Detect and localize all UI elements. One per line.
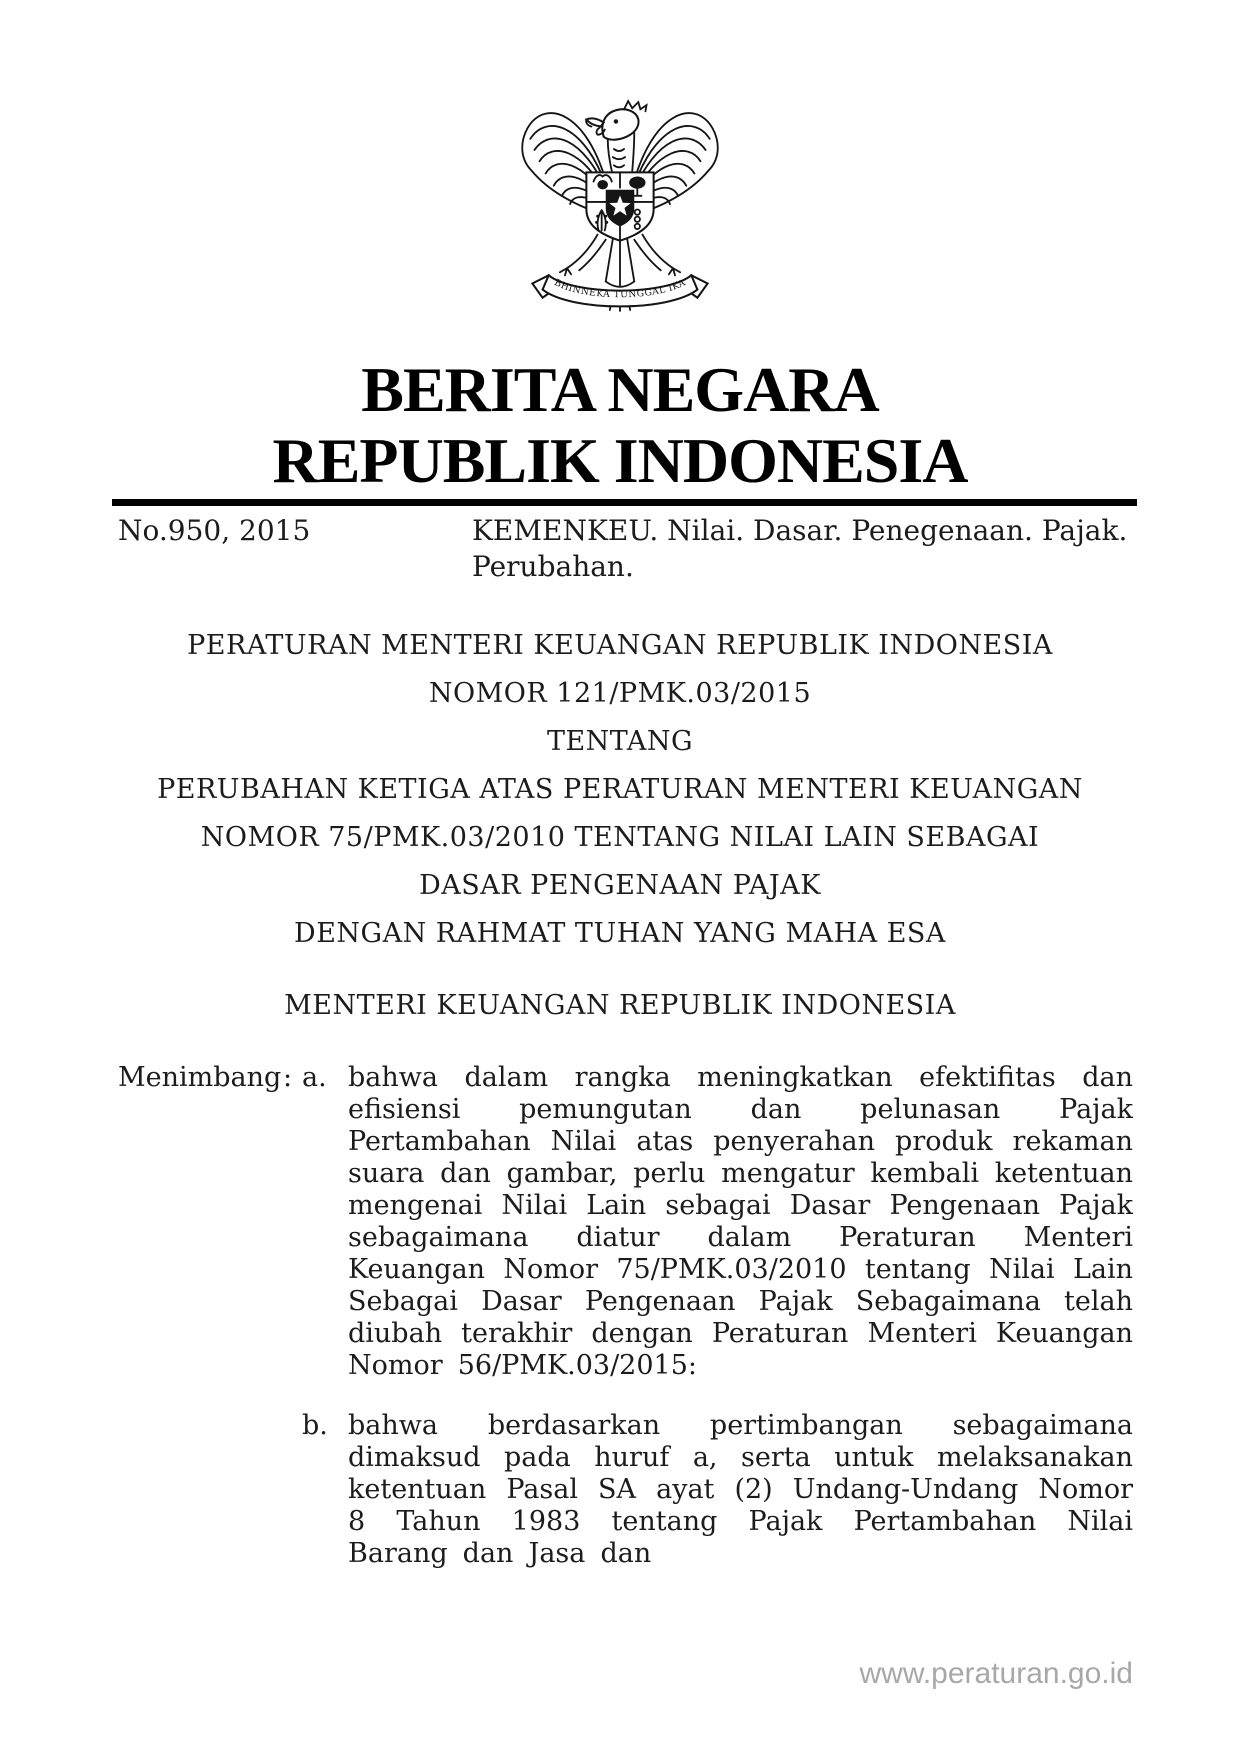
invocation-line: DENGAN RAHMAT TUHAN YANG MAHA ESA — [294, 918, 946, 949]
considering-label: Menimbang — [118, 1062, 282, 1093]
gazette-subject: KEMENKEU. Nilai. Dasar. Penegenaan. Pajak. Perubahan. — [472, 514, 1128, 583]
item-letter: a. — [302, 1062, 327, 1093]
subject-title-line-2: NOMOR 75/PMK.03/2010 TENTANG NILAI LAIN SEBAGAI — [200, 822, 1040, 853]
garuda-pancasila-emblem — [518, 96, 722, 312]
masthead-title — [0, 354, 1240, 496]
regulation-title-line: PERATURAN MENTERI KEUANGAN REPUBLIK INDONESIA — [187, 630, 1053, 661]
subject-title-line-3: DASAR PENGENAAN PAJAK — [419, 870, 821, 901]
motto-text: BHINNEKA TUNGGAL IKA — [552, 277, 688, 301]
item-text: bahwa berdasarkan pertimbangan sebagaimana dimaksud pada huruf a, serta untuk melaksanakan ketentuan Pasal SA ayat (2) Undang-Undang Nomor 8 Tahun 1983 tentang Pajak Pertambahan Nilai Barang dan Jasa dan — [348, 1410, 1133, 1569]
regulation-number-line: NOMOR 121/PMK.03/2015 — [428, 678, 812, 709]
tentang-line: TENTANG — [546, 726, 694, 757]
website-watermark: www.peraturan.go.id — [859, 1657, 1133, 1690]
authority-line: MENTERI KEUANGAN REPUBLIK INDONESIA — [284, 990, 956, 1021]
regulation-title-block — [110, 622, 1130, 910]
considering-item-b — [118, 1410, 1133, 1570]
considering-item-a — [118, 1062, 1133, 1382]
header-rule — [112, 499, 1137, 506]
masthead-line-2: REPUBLIK INDONESIA — [272, 425, 968, 496]
subject-title-line-1: PERUBAHAN KETIGA ATAS PERATURAN MENTERI KEUANGAN — [157, 774, 1083, 805]
pancasila-shield — [586, 172, 653, 240]
item-letter: b. — [302, 1410, 328, 1441]
masthead-line-1: BERITA NEGARA — [361, 354, 879, 425]
considering-colon: : — [283, 1062, 293, 1093]
considering-section — [118, 1062, 1133, 1570]
item-text: bahwa dalam rangka meningkatkan efektifitas dan efisiensi pemungutan dan pelunasan Pajak Pertambahan Nilai atas penyerahan produk rekaman suara dan gambar, perlu mengatur kembali ketentuan mengenai Nilai Lain sebagai Dasar Pengenaan Pajak sebagaimana diatur dalam Peraturan Menteri Keuangan Nomor 75/PMK.03/2010 tentang Nilai Lain Sebagai Dasar Pengenaan Pajak Sebagaimana telah diubah terakhir dengan Peraturan Menteri Keuangan Nomor 56/PMK.03/2015: — [348, 1062, 1133, 1381]
gazette-number: No.950, 2015 — [118, 514, 311, 547]
